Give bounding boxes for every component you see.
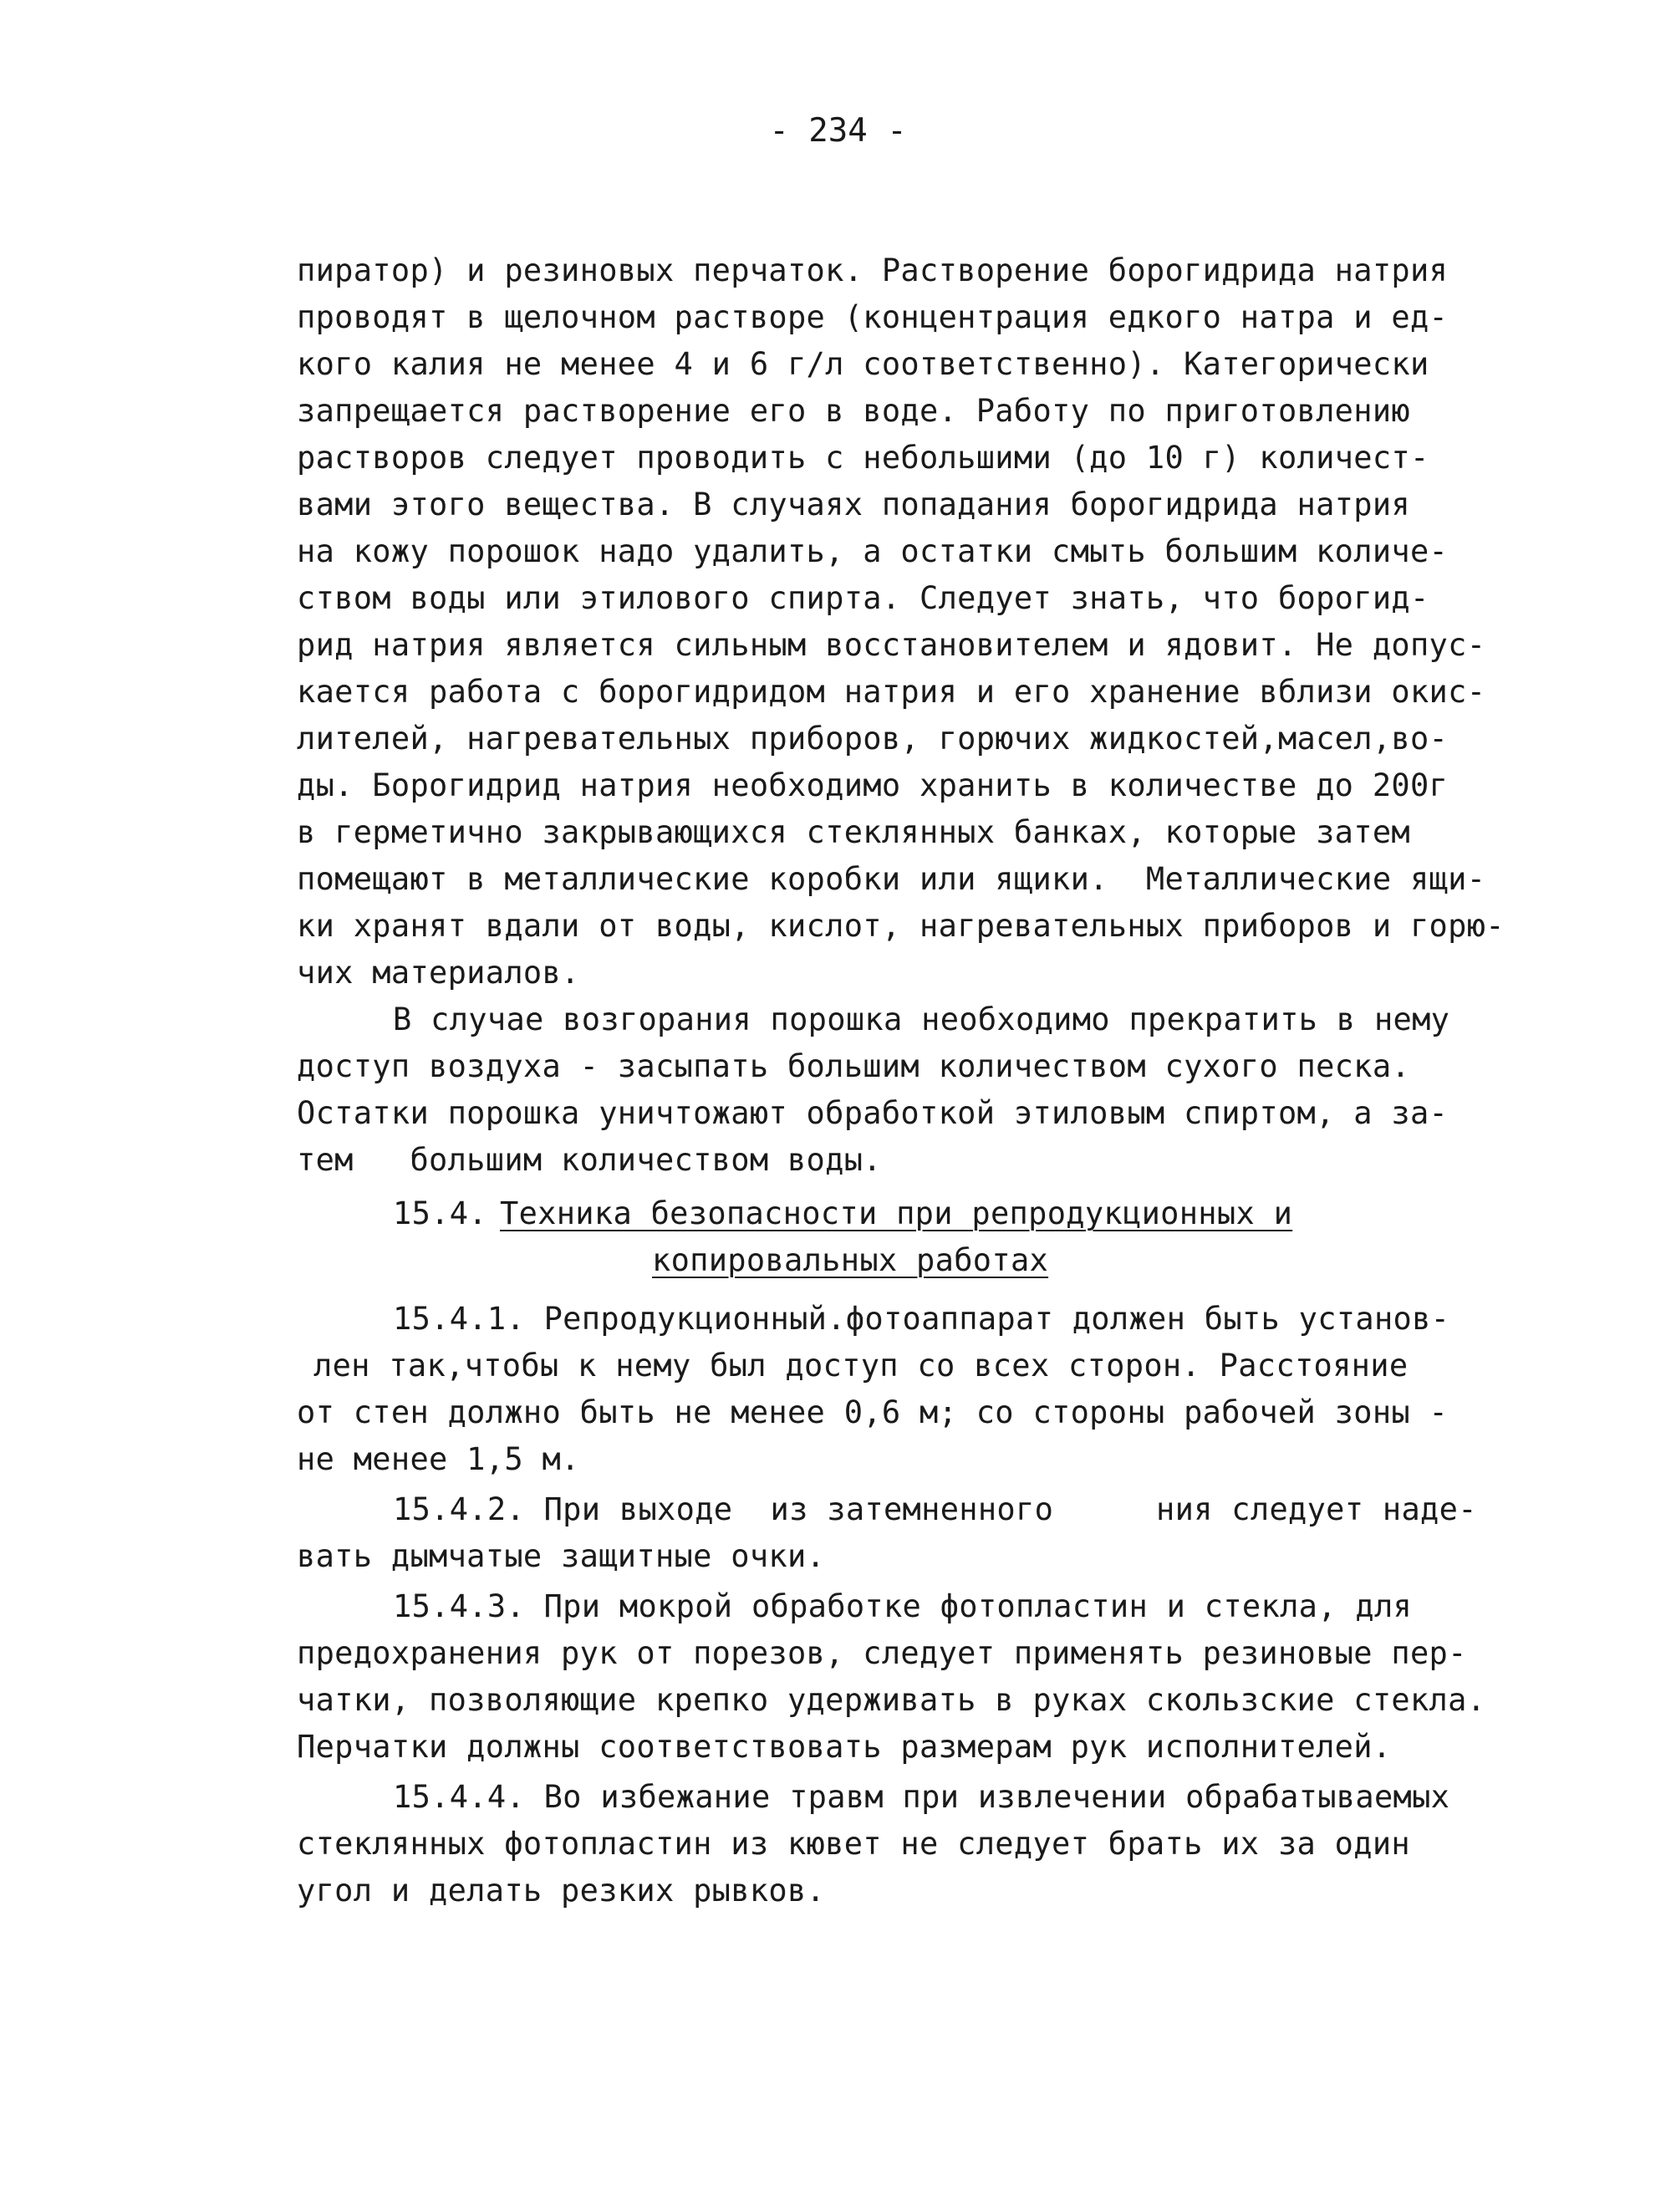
text-line: тем большим количеством воды. — [297, 1142, 882, 1178]
text-fragment: ния следует наде- — [1156, 1491, 1477, 1527]
text-line: на кожу порошок надо удалить, а остатки смыть большим количе- — [297, 533, 1449, 569]
text-line: кого калия не менее 4 и 6 г/л соответственно). Категорически — [297, 346, 1429, 382]
text-line: лен так,чтобы к нему был доступ со всех сторон. Расстояние — [313, 1348, 1409, 1384]
text-line: проводят в щелочном растворе (концентрация едкого натра и ед- — [297, 299, 1449, 335]
text-line: доступ воздуха - засыпать большим количеством сухого песка. — [297, 1048, 1410, 1084]
text-line: чих материалов. — [297, 955, 580, 991]
text-line: запрещается растворение его в воде. Работу по приготовлению — [297, 393, 1410, 429]
text-line: рид натрия является сильным восстановителем и ядовит. Не допус- — [297, 627, 1486, 663]
paragraph-first-line: 15.4.1. Репродукционный.фотоаппарат должен быть установ- — [393, 1301, 1450, 1337]
section-heading-line-1: Техника безопасности при репродукционных и — [500, 1195, 1293, 1231]
text-line: не менее 1,5 м. — [297, 1441, 580, 1477]
text-line: Перчатки должны соответствовать размерам рук исполнителей. — [297, 1729, 1392, 1765]
page-number: - 234 - — [769, 112, 907, 150]
text-line: чатки, позволяющие крепко удерживать в руках скользские стекла. — [297, 1682, 1486, 1718]
text-line: пиратор) и резиновых перчаток. Растворение борогидрида натрия — [297, 252, 1449, 288]
paragraph-first-line: 15.4.3. При мокрой обработке фотопластин и стекла, для — [393, 1588, 1413, 1624]
section-heading-line-2: копировальных работах — [652, 1242, 1049, 1278]
text-line: вами этого вещества. В случаях попадания борогидрида натрия — [297, 487, 1410, 522]
text-line: вать дымчатые защитные очки. — [297, 1538, 826, 1574]
text-line: ки хранят вдали от воды, кислот, нагревательных приборов и горю- — [297, 908, 1505, 944]
text-line: предохранения рук от порезов, следует применять резиновые пер- — [297, 1635, 1467, 1671]
text-line: от стен должно быть не менее 0,6 м; со стороны рабочей зоны - — [297, 1394, 1449, 1430]
paragraph-first-line: В случае возгорания порошка необходимо прекратить в нему — [393, 1002, 1450, 1037]
text-line: лителей, нагревательных приборов, горючих жидкостей,масел,во- — [297, 721, 1449, 757]
text-line: ством воды или этилового спирта. Следует знать, что борогид- — [297, 580, 1429, 616]
text-line: кается работа с борогидридом натрия и его хранение вблизи окис- — [297, 674, 1486, 710]
text-line: помещают в металлические коробки или ящики. Металлические ящи- — [297, 861, 1486, 897]
text-line: растворов следует проводить с небольшими (до 10 г) количест- — [297, 440, 1429, 476]
text-line: в герметично закрывающихся стеклянных банках, которые затем — [297, 814, 1410, 850]
text-line: стеклянных фотопластин из кювет не следует брать их за один — [297, 1826, 1410, 1862]
section-heading-number: 15.4. — [393, 1195, 487, 1231]
text-line: угол и делать резких рывков. — [297, 1873, 826, 1909]
paragraph-first-line: 15.4.4. Во избежание травм при извлечении обрабатываемых — [393, 1779, 1450, 1815]
text-line: ды. Борогидрид натрия необходимо хранить в количестве до 200г — [297, 767, 1449, 803]
paragraph-first-line: 15.4.2. При выходе из затемненного — [393, 1491, 1054, 1527]
text-line: Остатки порошка уничтожают обработкой этиловым спиртом, а за- — [297, 1095, 1449, 1131]
